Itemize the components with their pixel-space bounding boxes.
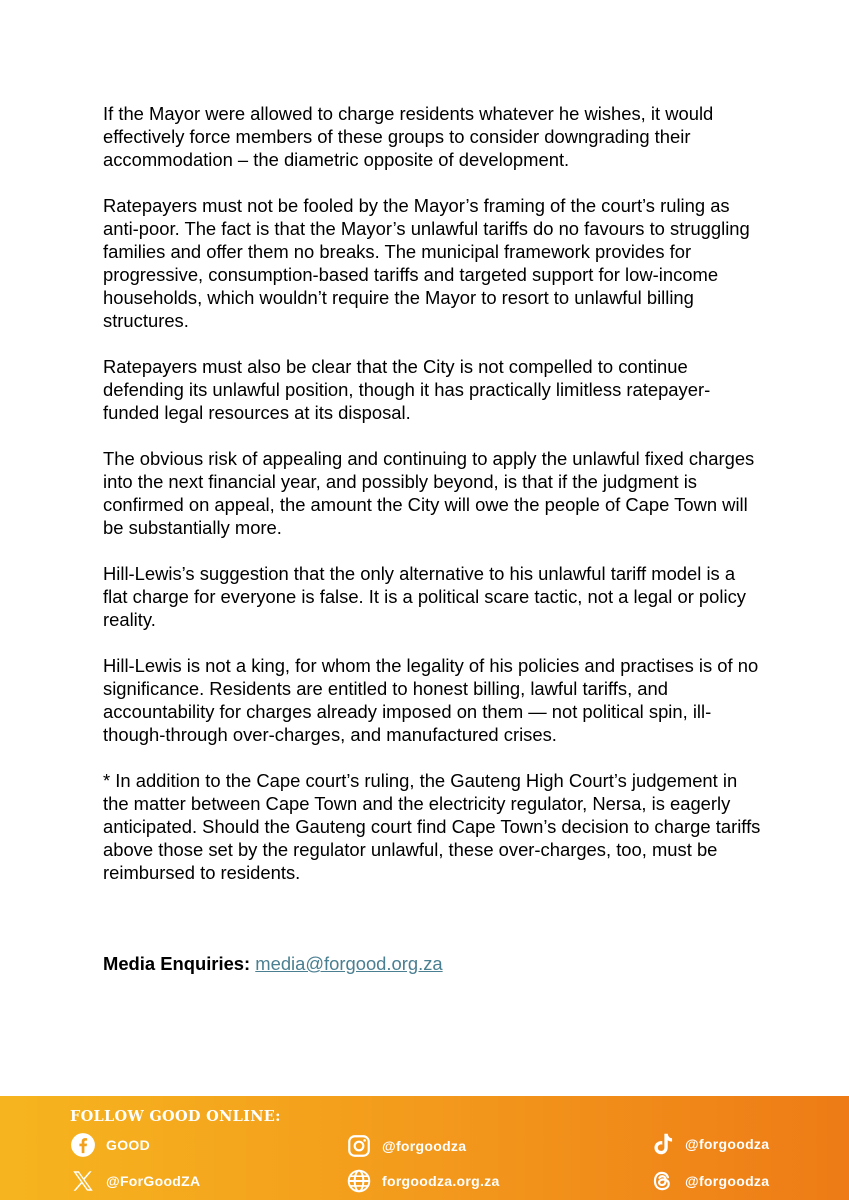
article-body	[103, 102, 763, 907]
paragraph-1: If the Mayor were allowed to charge residents whatever he wishes, it would effectively force members of these groups to consider downgrading their accommodation – the diametric opposite of development.	[103, 103, 714, 170]
paragraph-2: Ratepayers must not be fooled by the Mayor’s framing of the court’s ruling as anti-poor. The fact is that the Mayor’s unlawful tariffs do no favours to struggling families and offer them no breaks. The municipal framework provides for progressive, consumption-based tariffs and targeted support for low-income households, which wouldn’t require the Mayor to resort to unlawful billing structures.	[103, 195, 750, 331]
facebook-icon	[70, 1132, 96, 1158]
globe-icon	[346, 1168, 372, 1194]
website-link[interactable]	[346, 1168, 500, 1194]
paragraph-5: Hill-Lewis’s suggestion that the only alternative to his unlawful tariff model is a flat charge for everyone is false. It is a political scare tactic, not a legal or policy reality.	[103, 563, 746, 630]
website-url: forgoodza.org.za	[382, 1173, 500, 1189]
threads-icon	[649, 1168, 675, 1194]
media-enquiries-label: Media Enquiries:	[103, 953, 251, 974]
facebook-link[interactable]	[70, 1132, 150, 1158]
media-enquiries	[103, 952, 443, 975]
paragraph-3: Ratepayers must also be clear that the City is not compelled to continue defending its unlawful position, though it has practically limitless ratepayer-funded legal resources at its disposal.	[103, 356, 711, 423]
facebook-handle: GOOD	[106, 1137, 150, 1153]
media-email-link[interactable]: media@forgood.org.za	[255, 953, 443, 974]
threads-link[interactable]	[649, 1168, 769, 1194]
x-icon	[70, 1168, 96, 1194]
instagram-handle: @forgoodza	[382, 1138, 467, 1154]
tiktok-link[interactable]	[649, 1131, 769, 1157]
instagram-icon	[346, 1133, 372, 1159]
x-handle: @ForGoodZA	[106, 1173, 201, 1189]
follow-label: FOLLOW GOOD ONLINE:	[70, 1108, 281, 1125]
tiktok-handle: @forgoodza	[685, 1136, 770, 1152]
paragraph-4: The obvious risk of appealing and continuing to apply the unlawful fixed charges into the next financial year, and possibly beyond, is that if the judgment is confirmed on appeal, the amount the City will owe the people of Cape Town will be substantially more.	[103, 448, 755, 538]
paragraph-6: Hill-Lewis is not a king, for whom the legality of his policies and practises is of no significance. Residents are entitled to honest billing, lawful tariffs, and accountability for charges already imposed on them — not political spin, ill-though-through over-charges, and manufactured crises.	[103, 655, 759, 745]
threads-handle: @forgoodza	[685, 1173, 770, 1189]
paragraph-7: * In addition to the Cape court’s ruling, the Gauteng High Court’s judgement in the matter between Cape Town and the electricity regulator, Nersa, is eagerly anticipated. Should the Gauteng court find Cape Town’s decision to charge tariffs above those set by the regulator unlawful, these over-charges, too, must be reimbursed to residents.	[103, 770, 761, 883]
instagram-link[interactable]	[346, 1133, 466, 1159]
social-footer	[0, 1096, 849, 1200]
x-link[interactable]	[70, 1168, 200, 1194]
tiktok-icon	[649, 1131, 675, 1157]
